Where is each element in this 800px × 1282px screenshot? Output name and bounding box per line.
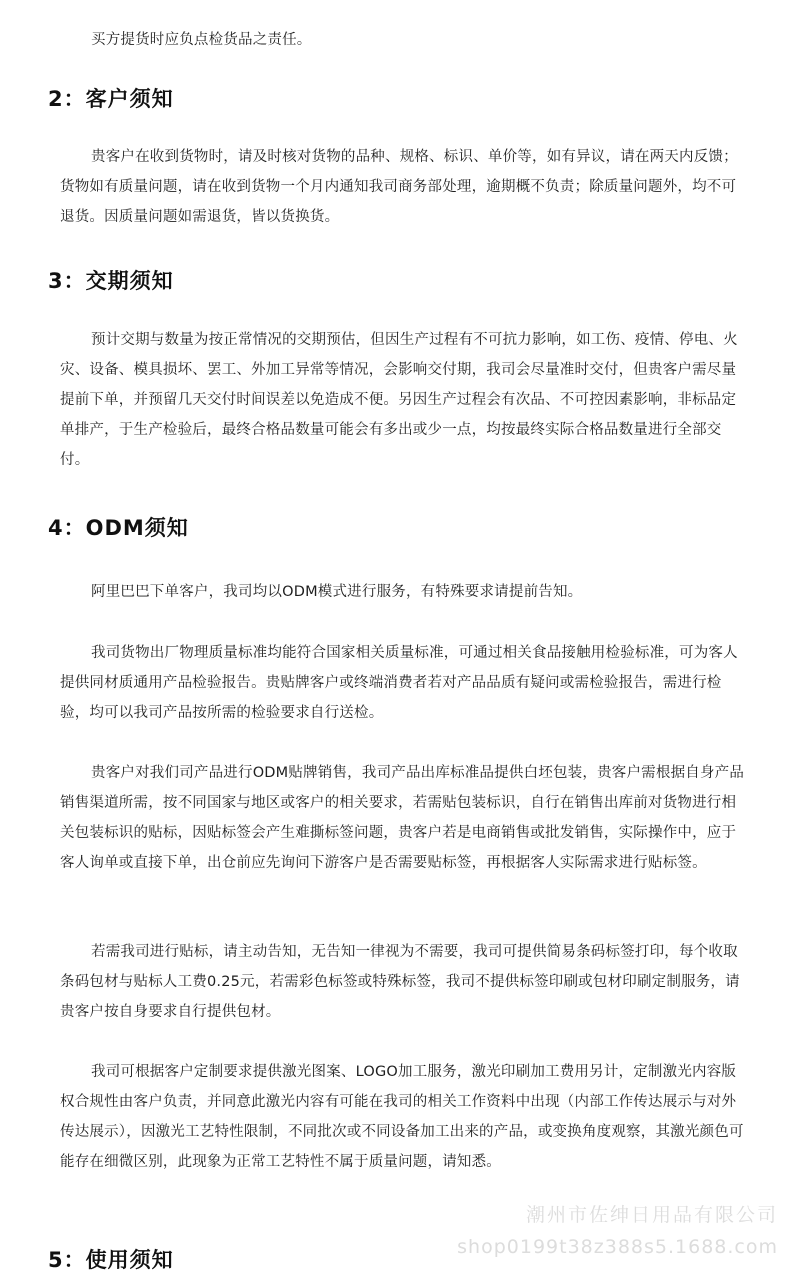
paragraph-customer-notice: 贵客户在收到货物时，请及时核对货物的品种、规格、标识、单价等，如有异议，请在两天内反馈；货物如有质量问题，请在收到货物一个月内通知我司商务部处理，逾期概不负责；除质量问题外，均不可退货。因质量问题如需退货，皆以货换货。 (60, 149, 738, 225)
section-heading-odm: 4：ODM须知 (48, 516, 189, 540)
section-heading-customer: 2：客户须知 (48, 87, 174, 111)
intro-paragraph: 买方提货时应负点检货品之责任。 (91, 32, 312, 48)
paragraph-odm-quality: 我司货物出厂物理质量标准均能符合国家相关质量标准，可通过相关食品接触用检验标准，可为客人提供同材质通用产品检验报告。贵贴牌客户或终端消费者若对产品品质有疑问或需检验报告，需进行检验，均可以我司产品按所需的检验要求自行送检。 (60, 645, 738, 721)
paragraph-odm-label-service: 若需我司进行贴标，请主动告知，无告知一律视为不需要，我司可提供简易条码标签打印，每个收取条码包材与贴标人工费0.25元，若需彩色标签或特殊标签，我司不提供标签印刷或包材印刷定制服务，请贵客户按自身要求自行提供包材。 (60, 944, 740, 1020)
watermark-url: shop0199t38z388s5.1688.com (457, 1236, 778, 1258)
section-heading-usage: 5：使用须知 (48, 1248, 174, 1272)
paragraph-odm-laser: 我司可根据客户定制要求提供激光图案、LOGO加工服务，激光印刷加工费用另计，定制激光内容版权合规性由客户负责，并同意此激光内容有可能在我司的相关工作资料中出现（内部工作传达展示与对外传达展示），因激光工艺特性限制，不同批次或不同设备加工出来的产品，或变换角度观察，其激光颜色可能存在细微区别，此现象为正常工艺特性不属于质量问题，请知悉。 (60, 1064, 744, 1170)
section-heading-delivery: 3：交期须知 (48, 269, 174, 293)
paragraph-delivery-notice: 预计交期与数量为按正常情况的交期预估，但因生产过程有不可抗力影响，如工伤、疫情、停电、火灾、设备、模具损坏、罢工、外加工异常等情况，会影响交付期，我司会尽量准时交付，但贵客户需尽量提前下单，并预留几天交付时间误差以免造成不便。另因生产过程会有次品、不可控因素影响，非标品定单排产，于生产检验后，最终合格品数量可能会有多出或少一点，均按最终实际合格品数量进行全部交付。 (60, 332, 738, 468)
paragraph-odm-labeling: 贵客户对我们司产品进行ODM贴牌销售，我司产品出库标准品提供白坯包装，贵客户需根据自身产品销售渠道所需，按不同国家与地区或客户的相关要求，若需贴包装标识，自行在销售出库前对货物进行相关包装标识的贴标，因贴标签会产生难撕标签问题，贵客户若是电商销售或批发销售，实际操作中，应于客人询单或直接下单，出仓前应先询问下游客户是否需要贴标签，再根据客人实际需求进行贴标签。 (60, 765, 745, 871)
paragraph-odm-alibaba: 阿里巴巴下单客户，我司均以ODM模式进行服务，有特殊要求请提前告知。 (91, 584, 583, 600)
watermark-company: 潮州市佐绅日用品有限公司 (525, 1204, 778, 1226)
